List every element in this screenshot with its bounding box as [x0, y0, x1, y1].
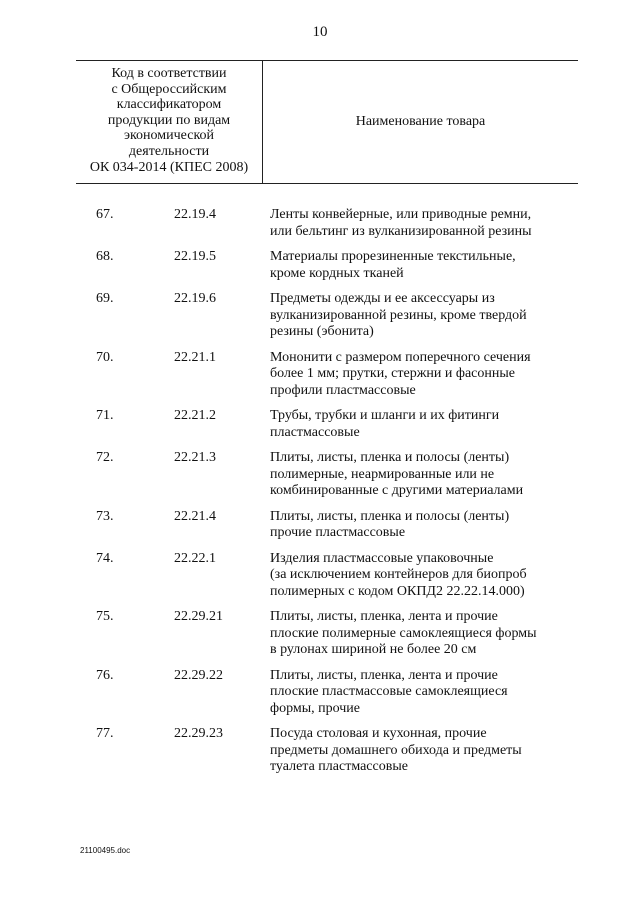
header-code-line: деятельности	[128, 143, 210, 159]
row-name-line: вулканизированной резины, кроме твердой	[270, 307, 527, 323]
row-number: 71.	[96, 408, 114, 423]
row-name-line: прочие пластмассовые	[270, 525, 406, 540]
table-body	[0, 207, 640, 785]
row-name	[270, 291, 570, 341]
row-name-line: (за исключением контейнеров для биопроб	[270, 567, 527, 582]
row-code: 22.19.6	[174, 291, 216, 306]
header-name-label: Наименование товара	[355, 114, 486, 129]
row-name-line: более 1 мм; прутки, стержни и фасонные	[270, 366, 515, 381]
table-header	[76, 60, 578, 184]
row-name-line: в рулонах шириной не более 20 см	[270, 642, 477, 657]
row-name-line: Ленты конвейерные, или приводные ремни,	[270, 207, 532, 222]
row-name-line: Плиты, листы, пленка и полосы (ленты)	[270, 450, 510, 465]
row-number: 77.	[96, 726, 114, 741]
row-number: 70.	[96, 349, 114, 365]
row-name-line: Предметы одежды и ее аксессуары из	[270, 291, 495, 306]
row-name-line: профили пластмассовые	[270, 382, 416, 398]
header-code-line: классификатором	[116, 97, 222, 113]
row-name	[270, 609, 570, 659]
row-code: 22.19.4	[174, 207, 216, 222]
table-row	[0, 551, 640, 601]
row-name	[270, 350, 570, 400]
row-name-line: плоские пластмассовые самоклеящиеся	[270, 684, 508, 699]
row-name-line: Трубы, трубки и шланги и их фитинги	[270, 408, 500, 423]
row-code: 22.21.4	[174, 508, 216, 524]
table-row	[0, 291, 640, 341]
header-name-column	[263, 61, 578, 183]
table-row	[0, 207, 640, 240]
row-number: 75.	[96, 609, 114, 624]
page-number: 10	[312, 24, 328, 40]
row-number: 74.	[96, 550, 114, 566]
row-name	[270, 726, 570, 776]
header-code-line: с Общероссийским	[111, 81, 227, 97]
row-name-line: пластмассовые	[270, 424, 360, 440]
row-code: 22.19.5	[174, 249, 216, 264]
row-code: 22.29.21	[174, 609, 223, 624]
row-name-line: полимерные, неармированные или не	[270, 466, 495, 482]
row-number: 72.	[96, 450, 114, 465]
header-code-line: ОК 034-2014 (КПЕС 2008)	[89, 159, 249, 175]
header-code-label	[76, 66, 262, 175]
row-name-line: резины (эбонита)	[270, 324, 374, 339]
row-number: 69.	[96, 291, 114, 306]
row-name-line: полимерных с кодом ОКПД2 22.22.14.000)	[270, 583, 525, 599]
row-code: 22.22.1	[174, 550, 216, 566]
row-name	[270, 450, 570, 500]
row-name	[270, 668, 570, 718]
row-name	[270, 207, 570, 240]
row-name	[270, 249, 570, 282]
row-name	[270, 551, 570, 601]
row-name-line: Посуда столовая и кухонная, прочие	[270, 726, 487, 741]
header-code-column	[76, 61, 263, 183]
row-number: 76.	[96, 667, 114, 683]
row-name-line: формы, прочие	[270, 700, 361, 716]
table-row	[0, 509, 640, 542]
row-name-line: Мононити с размером поперечного сечения	[270, 349, 531, 365]
row-code: 22.29.22	[174, 667, 223, 683]
row-name-line: или бельтинг из вулканизированной резины	[270, 223, 532, 239]
header-code-line: продукции по видам	[107, 112, 231, 128]
row-name-line: комбинированные с другими материалами	[270, 483, 524, 498]
table-row	[0, 726, 640, 776]
row-name-line: Изделия пластмассовые упаковочные	[270, 550, 494, 566]
row-name	[270, 408, 570, 441]
row-name-line: предметы домашнего обихода и предметы	[270, 742, 522, 758]
header-code-line: Код в соответствии	[111, 66, 227, 81]
row-name-line: плоские полимерные самоклеящиеся формы	[270, 625, 537, 641]
row-name-line: туалета пластмассовые	[270, 759, 408, 774]
row-name-line: Плиты, листы, пленка, лента и прочие	[270, 609, 498, 624]
row-number: 73.	[96, 508, 114, 524]
table-row	[0, 668, 640, 718]
row-name-line: Плиты, листы, пленка и полосы (ленты)	[270, 508, 510, 524]
row-code: 22.21.3	[174, 450, 216, 465]
row-number: 68.	[96, 249, 114, 264]
document-filename: 21100495.doc	[80, 846, 131, 855]
row-name	[270, 509, 570, 542]
row-name-line: Плиты, листы, пленка, лента и прочие	[270, 667, 498, 683]
table-row	[0, 350, 640, 400]
row-code: 22.21.1	[174, 349, 216, 365]
table-row	[0, 450, 640, 500]
row-number: 67.	[96, 207, 114, 222]
row-code: 22.21.2	[174, 408, 216, 423]
table-row	[0, 249, 640, 282]
header-code-line: экономической	[123, 128, 215, 144]
table-row	[0, 408, 640, 441]
row-code: 22.29.23	[174, 726, 223, 741]
row-name-line: кроме кордных тканей	[270, 265, 404, 281]
table-row	[0, 609, 640, 659]
row-name-line: Материалы прорезиненные текстильные,	[270, 249, 516, 264]
